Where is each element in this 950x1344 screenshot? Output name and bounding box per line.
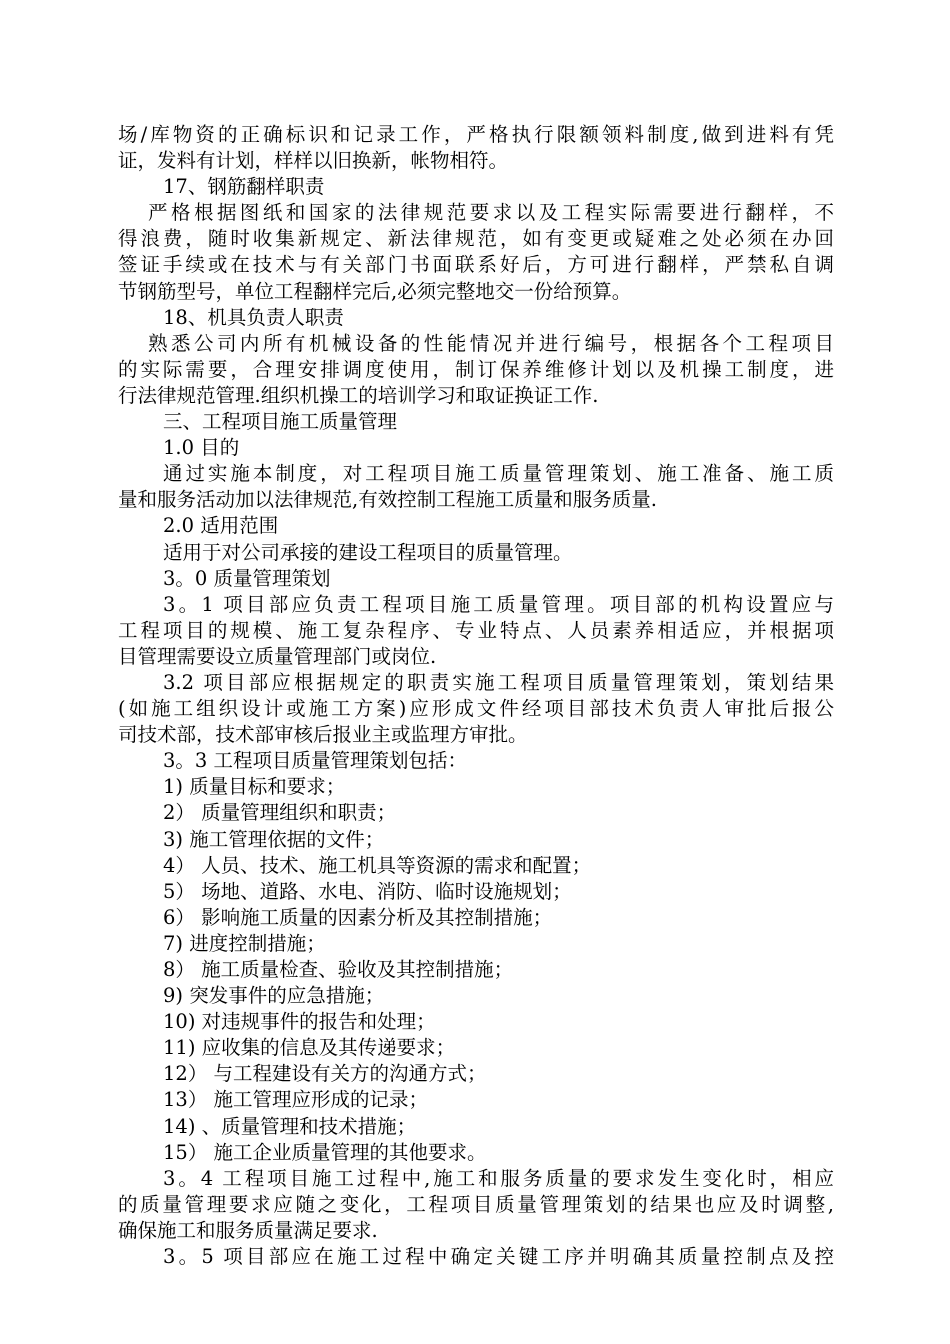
text-line: 适用于对公司承接的建设工程项目的质量管理。 (163, 540, 573, 564)
text-line: 行法律规范管理.组织机操工的培训学习和取证换证工作. (118, 383, 599, 407)
text-line: 8） 施工质量检查、验收及其控制措施； (163, 958, 514, 981)
text-line: 3。1 项目部应负责工程项目施工质量管理。项目部的机构设置应与 (163, 592, 834, 616)
text-line: 证，发料有计划，样样以旧换新，帐物相符。 (118, 149, 509, 173)
text-line: 3。3 工程项目质量管理策划包括： (163, 749, 468, 773)
text-line: 13） 施工管理应形成的记录； (163, 1088, 429, 1112)
text-line: 10) 对违规事件的报告和处理； (163, 1010, 436, 1034)
text-line: 熟悉公司内所有机械设备的性能情况并进行编号，根据各个工程项目 (148, 331, 834, 355)
text-line: 11) 应收集的信息及其传递要求； (163, 1036, 456, 1060)
text-line: (如施工组织设计或施工方案)应形成文件经项目部技术负责人审批后报公 (118, 697, 834, 721)
text-line: 7) 进度控制措施； (163, 931, 326, 955)
text-line: 3。4 工程项目施工过程中,施工和服务质量的要求发生变化时，相应 (163, 1166, 834, 1190)
text-line: 的实际需要，合理安排调度使用，制订保养维修计划以及机操工制度，进 (118, 357, 834, 381)
text-line: 5） 场地、道路、水电、消防、临时设施规划； (163, 879, 572, 903)
text-line: 3。5 项目部应在施工过程中确定关键工序并明确其质量控制点及控 (163, 1245, 834, 1269)
text-line: 3。0 质量管理策划 (163, 566, 331, 590)
text-line: 6） 影响施工质量的因素分析及其控制措施； (163, 905, 553, 929)
text-line: 1.0 目的 (163, 436, 240, 460)
text-line: 签证手续或在技术与有关部门书面联系好后，方可进行翻样，严禁私自调 (118, 253, 834, 277)
text-line: 3.2 项目部应根据规定的职责实施工程项目质量管理策划，策划结果 (163, 670, 834, 694)
text-line: 通过实施本制度，对工程项目施工质量管理策划、施工准备、施工质 (163, 462, 834, 486)
text-line: 的质量管理要求应随之变化，工程项目质量管理策划的结果也应及时调整, (118, 1192, 834, 1216)
text-line: 2.0 适用范围 (163, 514, 279, 538)
text-line: 节钢筋型号，单位工程翻样完后,必须完整地交一份给预算。 (118, 279, 632, 303)
document-body (118, 122, 834, 1270)
text-line: 量和服务活动加以法律规范,有效控制工程施工质量和服务质量. (118, 488, 657, 512)
text-line: 1) 质量目标和要求； (163, 775, 346, 799)
text-line: 目管理需要设立质量管理部门或岗位. (118, 644, 437, 668)
text-line: 12） 与工程建设有关方的沟通方式； (163, 1062, 487, 1086)
text-line: 4） 人员、技术、施工机具等资源的需求和配置； (163, 853, 592, 877)
text-line: 司技术部，技术部审核后报业主或监理方审批。 (118, 723, 528, 747)
text-line: 得浪费，随时收集新规定、新法律规范，如有变更或疑难之处必须在办回 (118, 227, 834, 251)
text-line: 17、钢筋翻样职责 (163, 175, 325, 199)
text-line: 15） 施工企业质量管理的其他要求。 (163, 1140, 487, 1164)
text-line: 场/库物资的正确标识和记录工作，严格执行限额领料制度,做到进料有凭 (118, 123, 834, 146)
text-line: 18、机具负责人职责 (163, 305, 344, 329)
text-line: 严格根据图纸和国家的法律规范要求以及工程实际需要进行翻样，不 (148, 201, 834, 225)
text-line: 3) 施工管理依据的文件； (163, 827, 385, 851)
text-line: 工程项目的规模、施工复杂程序、专业特点、人员素养相适应，并根据项 (118, 618, 834, 642)
text-line: 14) 、质量管理和技术措施； (163, 1114, 417, 1138)
text-line: 确保施工和服务质量满足要求. (118, 1218, 378, 1242)
text-line: 9) 突发事件的应急措施； (163, 984, 385, 1008)
text-line: 2） 质量管理组织和职责； (163, 801, 397, 825)
text-line: 三、工程项目施工质量管理 (163, 410, 398, 434)
